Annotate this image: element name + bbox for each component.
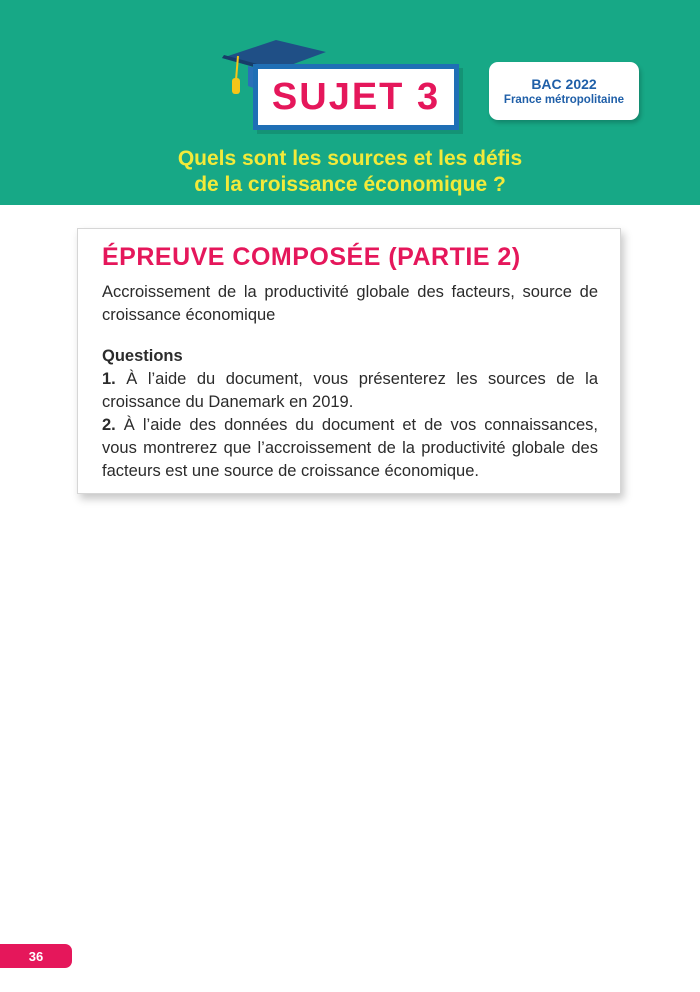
subject-title bbox=[0, 146, 700, 198]
exercise-body bbox=[102, 281, 598, 483]
question-number: 2. bbox=[102, 416, 116, 434]
subject-title-line-2: de la croissance économique ? bbox=[194, 173, 506, 196]
exercise-card bbox=[77, 228, 621, 494]
exam-badge bbox=[489, 62, 639, 120]
exercise-intro: Accroissement de la productivité globale des facteurs, source de croissance économique bbox=[102, 283, 598, 324]
exam-location: France métropolitaine bbox=[503, 93, 625, 106]
question-text: À l’aide du document, vous présenterez les sources de la croissance du Danemark en 2019. bbox=[102, 370, 598, 411]
page-number: 36 bbox=[28, 948, 44, 964]
subject-number: SUJET 3 bbox=[271, 75, 441, 118]
page-number-tab bbox=[0, 944, 72, 968]
header-banner bbox=[0, 0, 700, 205]
question-item-2 bbox=[102, 414, 598, 483]
question-text: À l’aide des données du document et de vos connaissances, vous montrerez que l’accroissement de la productivité globale des facteurs est une source de croissance économique. bbox=[102, 416, 598, 480]
question-item-1 bbox=[102, 368, 598, 414]
question-number: 1. bbox=[102, 370, 116, 388]
subject-title-line-1: Quels sont les sources et les défis bbox=[177, 147, 523, 170]
questions-heading: Questions bbox=[102, 347, 183, 365]
subject-number-box bbox=[253, 64, 459, 130]
exercise-title: ÉPREUVE COMPOSÉE (PARTIE 2) bbox=[102, 243, 521, 271]
exam-year: BAC 2022 bbox=[531, 75, 597, 92]
